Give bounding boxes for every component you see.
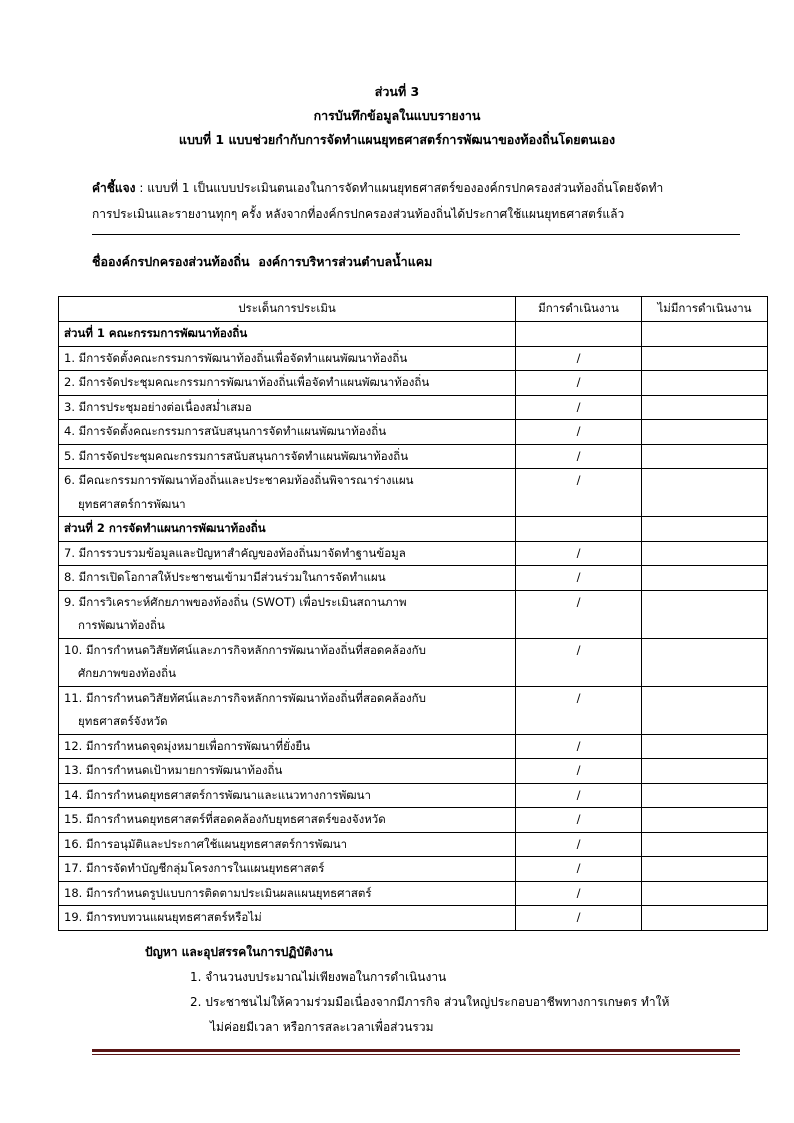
problems-title: ปัญหา และอุปสรรคในการปฏิบัติงาน (145, 945, 333, 959)
table-row (59, 881, 768, 906)
not-done-mark (642, 346, 768, 371)
criteria-cell (59, 346, 516, 371)
instructions-line-2: การประเมินและรายงานทุกๆ ครั้ง หลังจากที่องค์กรปกครองส่วนท้องถิ่นได้ประกาศใช้แผนยุทธศาสตร์แล้ว (92, 207, 625, 221)
table-row (59, 566, 768, 591)
criteria-cell (59, 759, 516, 784)
done-mark: / (516, 808, 642, 833)
section-row (59, 322, 768, 347)
criteria-cell (59, 906, 516, 931)
criteria-text: 5. มีการจัดประชุมคณะกรรมการสนับสนุนการจัดทำแผนพัฒนาท้องถิ่น (64, 448, 409, 463)
criteria-text: 4. มีการจัดตั้งคณะกรรมการสนับสนุนการจัดทำแผนพัฒนาท้องถิ่น (64, 424, 387, 438)
criteria-text: 13. มีการกำหนดเป้าหมายการพัฒนาท้องถิ่น (64, 763, 283, 777)
criteria-cell (59, 420, 516, 445)
table-row (59, 759, 768, 784)
problems-section (145, 940, 669, 1040)
report-title: การบันทึกข้อมูลในแบบรายงาน (313, 108, 481, 123)
done-mark: / (516, 541, 642, 566)
criteria-cell (59, 395, 516, 420)
table-row (59, 734, 768, 759)
section-done-cell (516, 322, 642, 347)
criteria-cell (59, 857, 516, 882)
criteria-text: 17. มีการจัดทำบัญชีกลุ่มโครงการในแผนยุทธศาสตร์ (64, 861, 325, 875)
table-row (59, 832, 768, 857)
footer-rule-thin (92, 1054, 740, 1055)
not-done-mark (642, 686, 768, 734)
criteria-text: 15. มีการกำหนดยุทธศาสตร์ที่สอดคล้องกับยุทธศาสตร์ของจังหวัด (64, 812, 386, 826)
done-mark: / (516, 734, 642, 759)
criteria-text: 1. มีการจัดตั้งคณะกรรมการพัฒนาท้องถิ่นเพื่อจัดทำแผนพัฒนาท้องถิ่น (64, 350, 408, 365)
not-done-mark (642, 906, 768, 931)
problem-item-2-continued: ไม่ค่อยมีเวลา หรือการสละเวลาเพื่อส่วนรวม (210, 1020, 434, 1034)
not-done-mark (642, 857, 768, 882)
criteria-cell (59, 444, 516, 469)
footer-rule-thick (92, 1049, 740, 1052)
done-mark: / (516, 759, 642, 784)
table-row (59, 469, 768, 517)
organization-name: องค์การบริหารส่วนตำบลน้ำแคม (258, 254, 433, 269)
form-title: แบบที่ 1 แบบช่วยกำกับการจัดทำแผนยุทธศาสตร์การพัฒนาของท้องถิ่นโดยตนเอง (178, 132, 616, 147)
organization-label: ชื่อองค์กรปกครองส่วนท้องถิ่น (92, 254, 250, 269)
not-done-mark (642, 420, 768, 445)
criteria-text: 16. มีการอนุมัติและประกาศใช้แผนยุทธศาสตร์การพัฒนา (64, 836, 348, 851)
not-done-mark (642, 759, 768, 784)
table-row (59, 395, 768, 420)
criteria-text: 19. มีการทบทวนแผนยุทธศาสตร์หรือไม่ (64, 910, 262, 924)
table-header-row (59, 297, 768, 322)
criteria-text: 6. มีคณะกรรมการพัฒนาท้องถิ่นและประชาคมท้องถิ่นพิจารณาร่างแผน (64, 473, 414, 487)
section-not-done-cell (642, 322, 768, 347)
not-done-mark (642, 566, 768, 591)
section-not-done-cell (642, 517, 768, 542)
criteria-cell (59, 734, 516, 759)
done-mark: / (516, 444, 642, 469)
criteria-text: 8. มีการเปิดโอกาสให้ประชาชนเข้ามามีส่วนร่วมในการจัดทำแผน (64, 570, 386, 584)
table-row (59, 590, 768, 638)
done-mark: / (516, 638, 642, 686)
criteria-cell (59, 832, 516, 857)
criteria-text-continued: การพัฒนาท้องถิ่น (78, 618, 165, 632)
instructions (92, 175, 742, 227)
done-mark: / (516, 783, 642, 808)
not-done-mark (642, 395, 768, 420)
header-done: มีการดำเนินงาน (516, 297, 642, 322)
criteria-text: 12. มีการกำหนดจุดมุ่งหมายเพื่อการพัฒนาที่ยั่งยืน (64, 738, 311, 753)
criteria-cell (59, 541, 516, 566)
not-done-mark (642, 783, 768, 808)
criteria-cell (59, 469, 516, 517)
instructions-label: คำชี้แจง (92, 181, 136, 195)
done-mark: / (516, 371, 642, 396)
criteria-text: 3. มีการประชุมอย่างต่อเนื่องสม่ำเสมอ (64, 399, 252, 414)
done-mark: / (516, 395, 642, 420)
assessment-table (58, 296, 768, 931)
section-done-cell (516, 517, 642, 542)
not-done-mark (642, 638, 768, 686)
done-mark: / (516, 566, 642, 591)
table-row (59, 783, 768, 808)
separator-line (92, 234, 740, 235)
criteria-cell (59, 566, 516, 591)
instructions-line-1 (92, 175, 742, 201)
problem-item-2: 2. ประชาชนไม่ให้ความร่วมมือเนื่องจากมีภารกิจ ส่วนใหญ่ประกอบอาชีพทางการเกษตร ทำให้ (190, 995, 670, 1009)
table-row (59, 808, 768, 833)
part-heading: ส่วนที่ 3 (374, 84, 420, 99)
criteria-text: 18. มีการกำหนดรูปแบบการติดตามประเมินผลแผนยุทธศาสตร์ (64, 885, 372, 900)
not-done-mark (642, 881, 768, 906)
done-mark: / (516, 881, 642, 906)
not-done-mark (642, 469, 768, 517)
criteria-text-continued: ยุทธศาสตร์จังหวัด (78, 714, 168, 728)
table-row (59, 686, 768, 734)
criteria-text: 10. มีการกำหนดวิสัยทัศน์และภารกิจหลักการพัฒนาท้องถิ่นที่สอดคล้องกับ (64, 642, 426, 657)
not-done-mark (642, 832, 768, 857)
not-done-mark (642, 444, 768, 469)
criteria-cell (59, 808, 516, 833)
table-row (59, 420, 768, 445)
criteria-cell (59, 590, 516, 638)
done-mark: / (516, 590, 642, 638)
criteria-text-continued: ศักยภาพของท้องถิ่น (78, 666, 176, 680)
criteria-text: 11. มีการกำหนดวิสัยทัศน์และภารกิจหลักการพัฒนาท้องถิ่นที่สอดคล้องกับ (64, 690, 426, 705)
done-mark: / (516, 469, 642, 517)
table-row (59, 541, 768, 566)
criteria-cell (59, 638, 516, 686)
not-done-mark (642, 371, 768, 396)
not-done-mark (642, 734, 768, 759)
problem-item-1: 1. จำนวนงบประมาณไม่เพียงพอในการดำเนินงาน (190, 970, 447, 984)
done-mark: / (516, 832, 642, 857)
section-title: ส่วนที่ 2 การจัดทำแผนการพัฒนาท้องถิ่น (59, 517, 516, 542)
criteria-cell (59, 783, 516, 808)
criteria-text-continued: ยุทธศาสตร์การพัฒนา (78, 496, 186, 511)
table-row (59, 444, 768, 469)
table-row (59, 906, 768, 931)
done-mark: / (516, 906, 642, 931)
criteria-cell (59, 881, 516, 906)
criteria-cell (59, 371, 516, 396)
done-mark: / (516, 346, 642, 371)
section-title: ส่วนที่ 1 คณะกรรมการพัฒนาท้องถิ่น (59, 322, 516, 347)
criteria-cell (59, 686, 516, 734)
table-row (59, 346, 768, 371)
section-row (59, 517, 768, 542)
criteria-text: 14. มีการกำหนดยุทธศาสตร์การพัฒนาและแนวทางการพัฒนา (64, 787, 372, 802)
organization-line (92, 252, 432, 272)
header-not-done: ไม่มีการดำเนินงาน (642, 297, 768, 322)
not-done-mark (642, 590, 768, 638)
done-mark: / (516, 857, 642, 882)
criteria-text: 7. มีการรวบรวมข้อมูลและปัญหาสำคัญของท้องถิ่นมาจัดทำฐานข้อมูล (64, 545, 406, 560)
header-criteria: ประเด็นการประเมิน (59, 297, 516, 322)
criteria-text: 2. มีการจัดประชุมคณะกรรมการพัฒนาท้องถิ่นเพื่อจัดทำแผนพัฒนาท้องถิ่น (64, 375, 430, 389)
table-row (59, 638, 768, 686)
not-done-mark (642, 808, 768, 833)
not-done-mark (642, 541, 768, 566)
instructions-text-1: : แบบที่ 1 เป็นแบบประเมินตนเองในการจัดทำแผนยุทธศาสตร์ขององค์กรปกครองส่วนท้องถิ่นโดยจัดทำ (135, 181, 664, 195)
table-row (59, 371, 768, 396)
done-mark: / (516, 420, 642, 445)
table-row (59, 857, 768, 882)
criteria-text: 9. มีการวิเคราะห์ศักยภาพของท้องถิ่น (SWOT) เพื่อประเมินสถานภาพ (64, 594, 407, 609)
done-mark: / (516, 686, 642, 734)
